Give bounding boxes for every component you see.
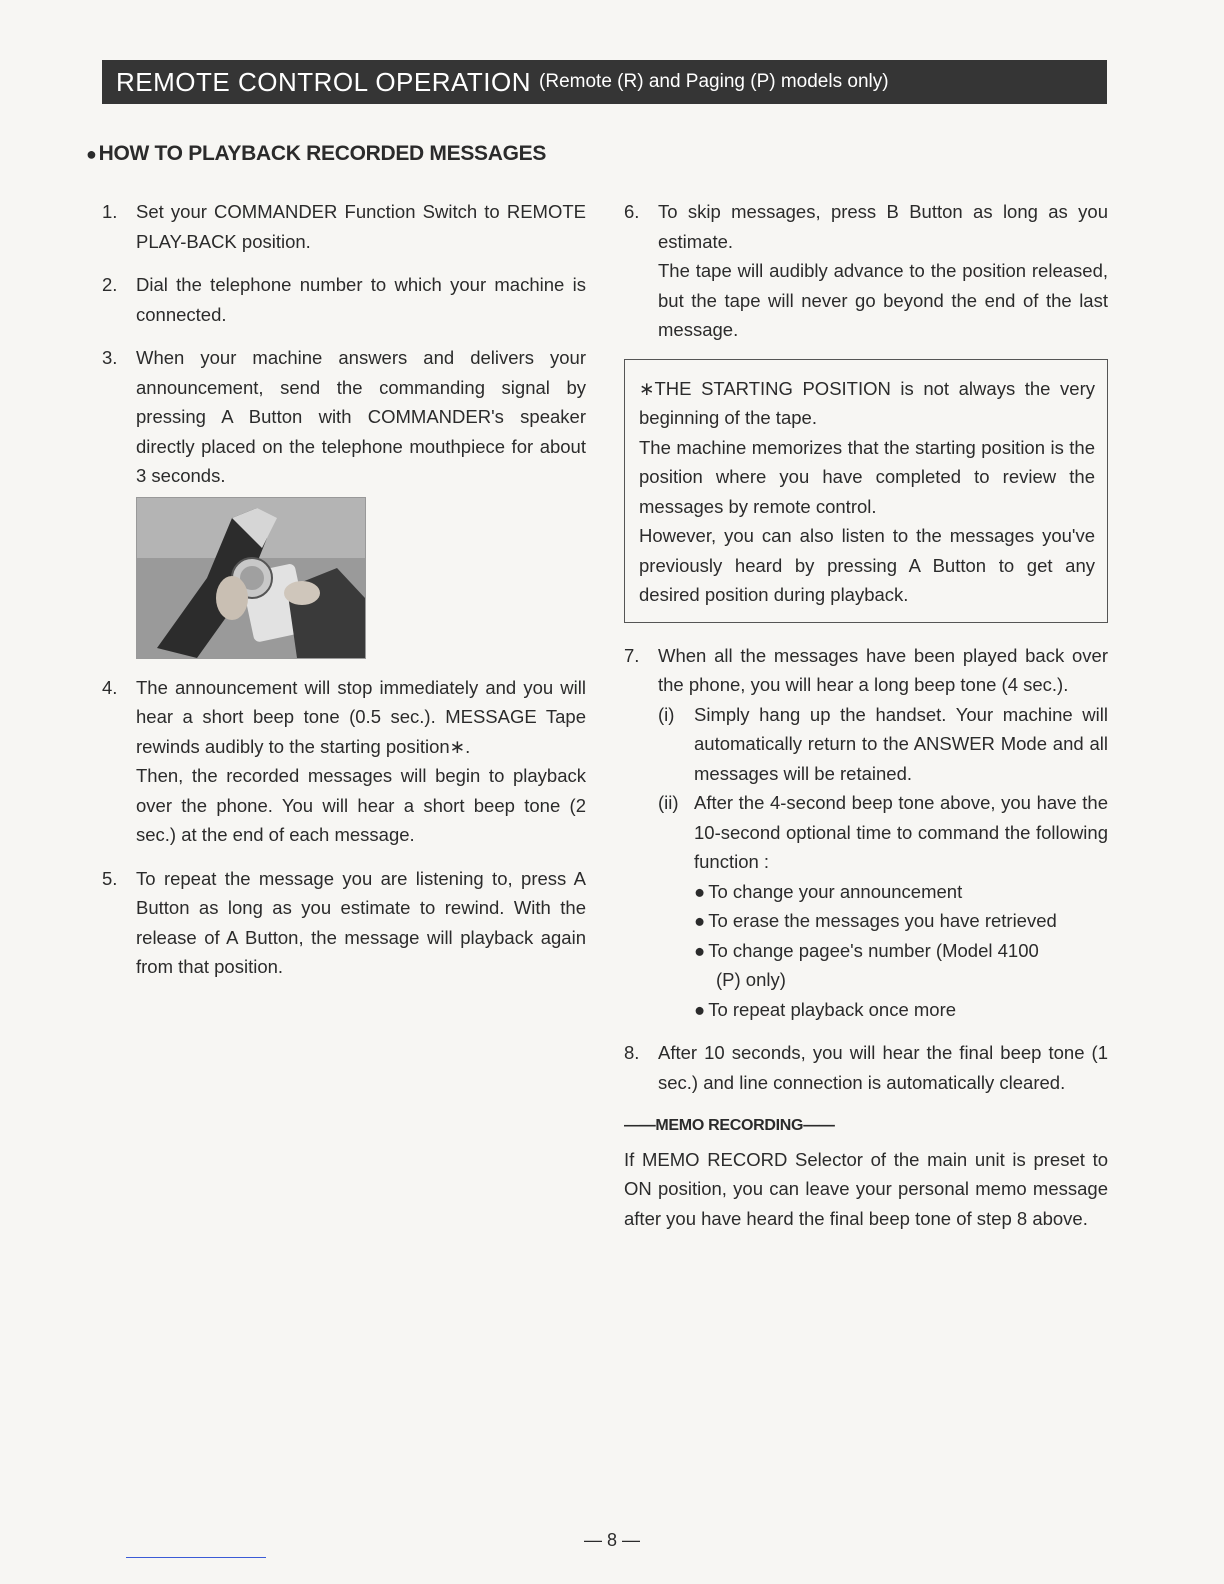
step-4 — [102, 673, 586, 850]
function-item — [658, 936, 1108, 966]
sub-item-i — [658, 700, 1108, 789]
step-6 — [624, 197, 1108, 345]
header-title: REMOTE CONTROL OPERATION — [116, 66, 532, 97]
step-text: To repeat the message you are listening to, press A Button as long as you estimate to rewind. With the release of A Button, the message will playback again from that position. — [136, 867, 586, 977]
right-column — [624, 197, 1108, 1233]
left-column — [102, 197, 586, 996]
step-text: The announcement will stop immediately and you will hear a short beep tone (0.5 sec.). MESSAGE Tape rewinds audibly to the starting position∗. — [136, 676, 586, 757]
footer-line — [126, 1557, 266, 1558]
photo-commander-on-handset — [136, 497, 366, 659]
note-paragraph: ∗THE STARTING POSITION is not always the very beginning of the tape. — [639, 377, 1095, 428]
photo-illustration — [137, 498, 365, 658]
step-text: Set your COMMANDER Function Switch to REMOTE PLAY-BACK position. — [136, 201, 586, 252]
step-number: 6. — [624, 201, 640, 222]
step-text: When your machine answers and delivers your announcement, send the commanding signal by pressing A Button with COMMANDER's speaker directly placed on the telephone mouthpiece for about 3 seconds. — [136, 347, 586, 486]
sub-item-text: Simply hang up the handset. Your machine will automatically return to the ANSWER Mode and all messages will be retained. — [694, 703, 1108, 784]
step-number: 4. — [102, 676, 118, 698]
sub-item-label: (ii) — [658, 792, 679, 813]
memo-recording-title: ——MEMO RECORDING—— — [624, 1117, 835, 1134]
sub-item-label: (i) — [658, 703, 675, 725]
function-text: To change your announcement — [708, 880, 963, 902]
step-7 — [624, 641, 1108, 1025]
step-number: 1. — [102, 201, 118, 222]
header-subtitle: (Remote (R) and Paging (P) models only) — [539, 71, 889, 92]
memo-recording-text: If MEMO RECORD Selector of the main unit is preset to ON position, you can leave your personal memo message after you have heard the final beep tone of step 8 above. — [624, 1148, 1108, 1229]
function-text: To repeat playback once more — [708, 998, 957, 1020]
step-text-continued: The tape will audibly advance to the position released, but the tape will never go beyond the end of the last message. — [658, 260, 1108, 340]
step-number: 8. — [624, 1042, 640, 1063]
step-text-continued: Then, the recorded messages will begin to playback over the phone. You will hear a short beep tone (2 sec.) at the end of each message. — [136, 765, 586, 845]
step-text: After 10 seconds, you will hear the final beep tone (1 sec.) and line connection is automatically cleared. — [658, 1042, 1108, 1093]
function-text: To change pagee's number (Model 4100 — [708, 939, 1039, 961]
section-header-bar — [102, 60, 1107, 104]
step-number: 7. — [624, 644, 640, 666]
step-number: 5. — [102, 867, 118, 889]
step-1 — [102, 197, 586, 256]
step-text: When all the messages have been played back over the phone, you will hear a long beep tone (4 sec.). — [658, 644, 1108, 695]
function-text: To erase the messages you have retrieved — [708, 910, 1057, 931]
note-paragraph: However, you can also listen to the messages you've previously heard by pressing A Button to get any desired position during playback. — [639, 525, 1095, 605]
sub-item-text: After the 4-second beep tone above, you have the 10-second optional time to command the following function : — [694, 792, 1108, 872]
bullet-icon: ● — [694, 998, 706, 1020]
step-2 — [102, 270, 586, 329]
function-item — [658, 995, 1108, 1025]
note-paragraph: The machine memorizes that the starting position is the position where you have completed to review the messages by remote control. — [639, 436, 1095, 517]
function-item — [658, 906, 1108, 936]
step-5 — [102, 864, 586, 982]
bullet-icon: ● — [86, 144, 97, 164]
function-item — [658, 877, 1108, 907]
section-heading — [86, 142, 546, 166]
step-text: To skip messages, press B Button as long as you estimate. — [658, 201, 1108, 252]
bullet-icon: ● — [694, 880, 706, 902]
section-heading-text: HOW TO PLAYBACK RECORDED MESSAGES — [98, 142, 547, 165]
step-text: Dial the telephone number to which your machine is connected. — [136, 274, 586, 325]
step-number: 2. — [102, 274, 118, 295]
bullet-icon: ● — [694, 910, 706, 931]
step-3 — [102, 343, 586, 491]
page-number: — 8 — — [583, 1530, 640, 1550]
function-text-continued: (P) only) — [716, 969, 786, 990]
step-number: 3. — [102, 347, 118, 368]
sub-item-ii — [658, 788, 1108, 877]
bullet-icon: ● — [694, 939, 706, 961]
step-8 — [624, 1038, 1108, 1097]
starting-position-note — [624, 359, 1108, 623]
